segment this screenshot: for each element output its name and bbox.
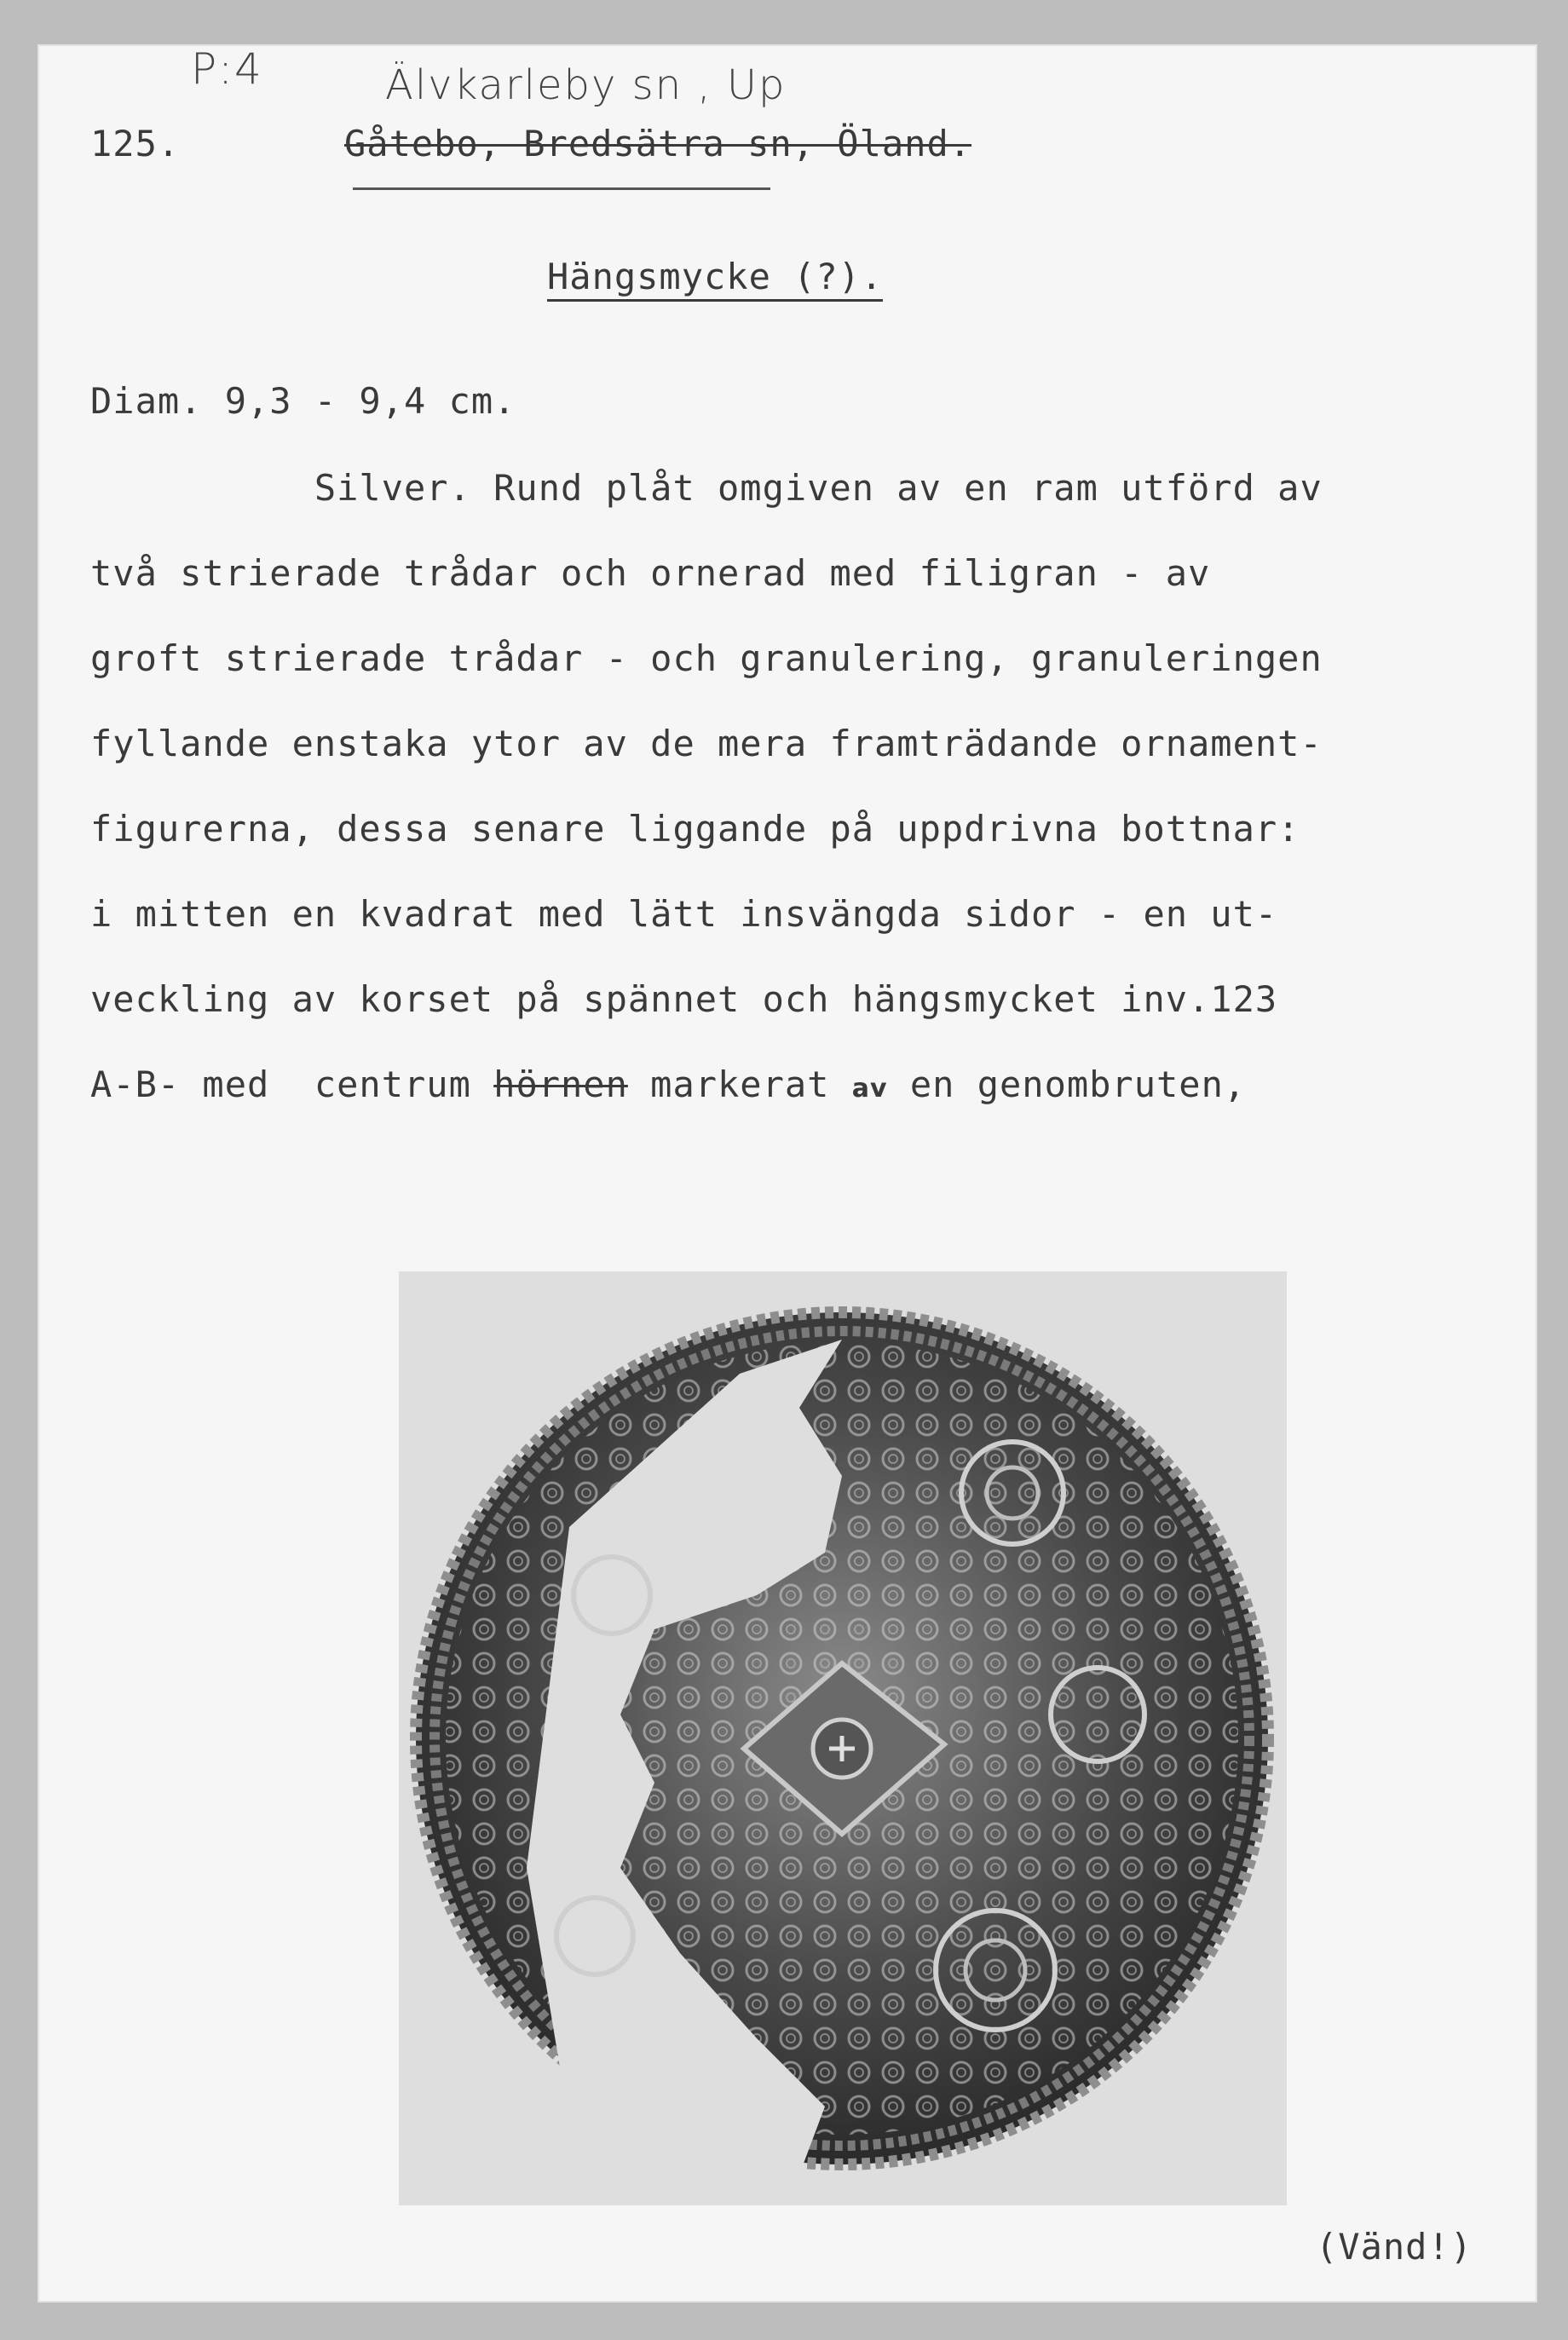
description-line: groft strierade trådar - och granulering, granuleringen bbox=[90, 637, 1323, 679]
catalog-card bbox=[37, 44, 1537, 2303]
catalog-code: P:4 bbox=[191, 44, 263, 94]
description-last-line bbox=[90, 1063, 1246, 1105]
last-line-middle: markerat bbox=[627, 1063, 852, 1105]
struck-word: hörnen bbox=[493, 1063, 628, 1105]
pendant-photo-icon bbox=[399, 1271, 1287, 2205]
diameter: Diam. 9,3 - 9,4 cm. bbox=[90, 380, 516, 422]
description-line: veckling av korset på spännet och hängsmycket inv.123 bbox=[90, 978, 1278, 1020]
last-line-end: en genombruten, bbox=[887, 1063, 1247, 1105]
description-line: i mitten en kvadrat med lätt insvängda sidor - en ut- bbox=[90, 893, 1278, 935]
last-line-start: A-B- med centrum bbox=[90, 1063, 494, 1105]
description-line: Silver. Rund plåt omgiven av en ram utförd av bbox=[90, 467, 1323, 509]
location-handwritten: Älvkarleby sn , Up bbox=[385, 61, 787, 109]
description-line: två strierade trådar och ornerad med filigran - av bbox=[90, 552, 1211, 594]
entry-number: 125. bbox=[90, 123, 181, 164]
location-struck: Gåtebo, Bredsätra sn, Öland. bbox=[344, 123, 972, 164]
turn-note: (Vänd!) bbox=[1316, 2226, 1473, 2268]
object-title: Hängsmycke (?). bbox=[547, 256, 883, 302]
description-line: figurerna, dessa senare liggande på uppdrivna bottnar: bbox=[90, 808, 1300, 850]
header-rule bbox=[353, 187, 770, 190]
description-line: fyllande enstaka ytor av de mera framträdande ornament- bbox=[90, 723, 1323, 764]
inserted-word: av bbox=[851, 1074, 888, 1104]
